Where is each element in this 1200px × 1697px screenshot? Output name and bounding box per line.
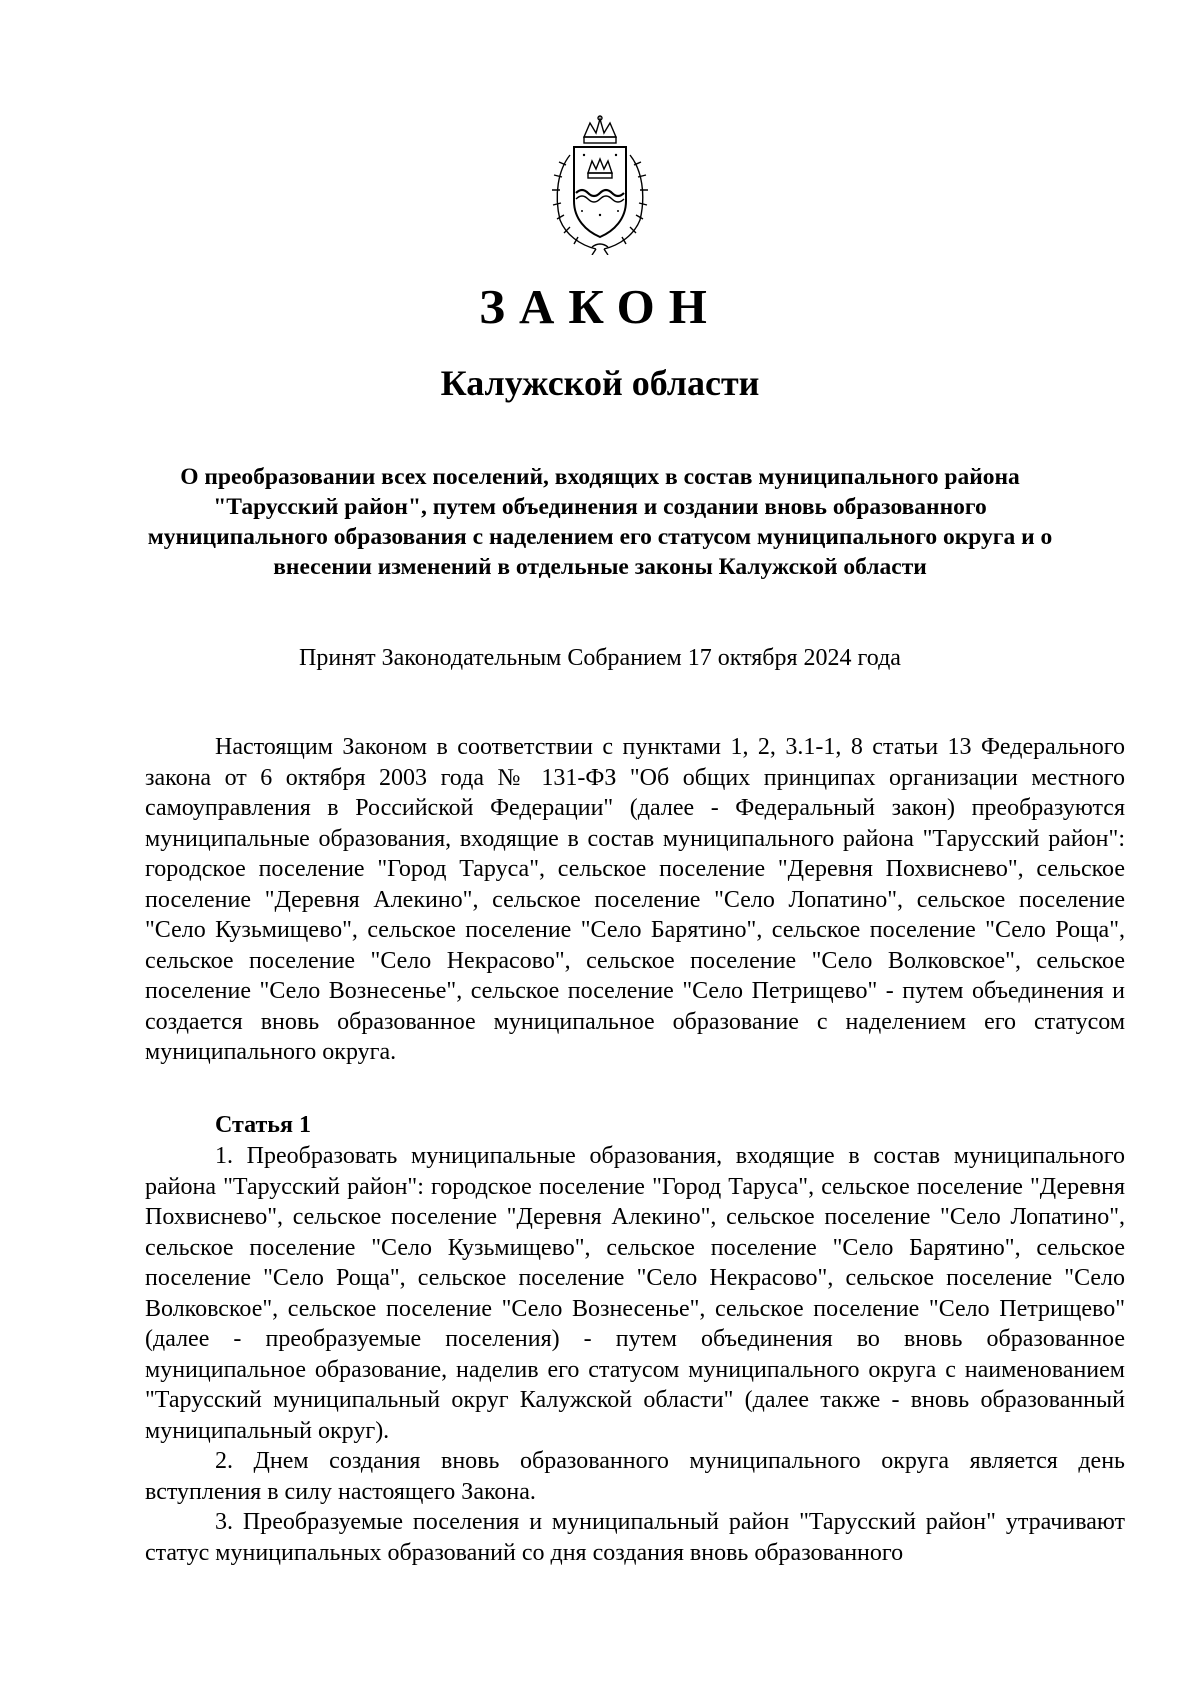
article-1-paragraph-2: 2. Днем создания вновь образованного муниципального округа является день вступления в силу настоящего Закона. — [145, 1448, 1125, 1505]
region-title: Калужской области — [440, 363, 760, 403]
article-1-body — [145, 1141, 1125, 1568]
preamble — [145, 732, 1125, 1068]
article-1-paragraph-1: 1. Преобразовать муниципальные образования, входящие в состав муниципального района "Тарусский район": городское поселение "Город Таруса", сельское поселение "Деревня Похвиснево", сельское поселение "Деревня Алекино", сельское поселение "Село Лопатино", сельское поселение "Село Кузьмищево", сельское поселение "Село Барятино", сельское поселение "Село Роща", сельское поселение "Село Некрасово", сельское поселение "Село Волковское", сельское поселение "Село Вознесенье", сельское поселение "Село Петрищево" (далее - преобразуемые поселения) - путем объединения во вновь образованное муниципальное образование, наделив его статусом муниципального округа с наименованием "Тарусский муниципальный округ Калужской области" (далее также - вновь образованный муниципальный округ). — [145, 1143, 1125, 1444]
article-1-paragraph-3: 3. Преобразуемые поселения и муниципальный район "Тарусский район" утрачивают статус муниципальных образований со дня создания вновь образованного — [145, 1509, 1125, 1566]
article-1-title: Статья 1 — [215, 1112, 311, 1138]
law-title: ЗАКОН — [479, 279, 721, 334]
law-subject: О преобразовании всех поселений, входящих в состав муниципального района "Тарусский район", путем объединения и создании вновь образованного муниципального образования с наделением его статусом муниципального округа и о внесении изменений в отдельные законы Калужской области — [147, 464, 1053, 580]
adoption-date-line: Принят Законодательным Собранием 17 октября 2024 года — [299, 645, 901, 671]
coat-of-arms-emblem — [540, 115, 660, 255]
preamble-paragraph: Настоящим Законом в соответствии с пунктами 1, 2, 3.1-1, 8 статьи 13 Федерального закона от 6 октября 2003 года № 131-ФЗ "Об общих принципах организации местного самоуправления в Российской Федерации" (далее - Федеральный закон) преобразуются муниципальные образования, входящие в состав муниципального района "Тарусский район": городское поселение "Город Таруса", сельское поселение "Деревня Похвиснево", сельское поселение "Деревня Алекино", сельское поселение "Село Лопатино", сельское поселение "Село Кузьмищево", сельское поселение "Село Барятино", сельское поселение "Село Роща", сельское поселение "Село Некрасово", сельское поселение "Село Волковское", сельское поселение "Село Вознесенье", сельское поселение "Село Петрищево" - путем объединения и создается вновь образованное муниципальное образование с наделением его статусом муниципального округа. — [145, 734, 1125, 1065]
